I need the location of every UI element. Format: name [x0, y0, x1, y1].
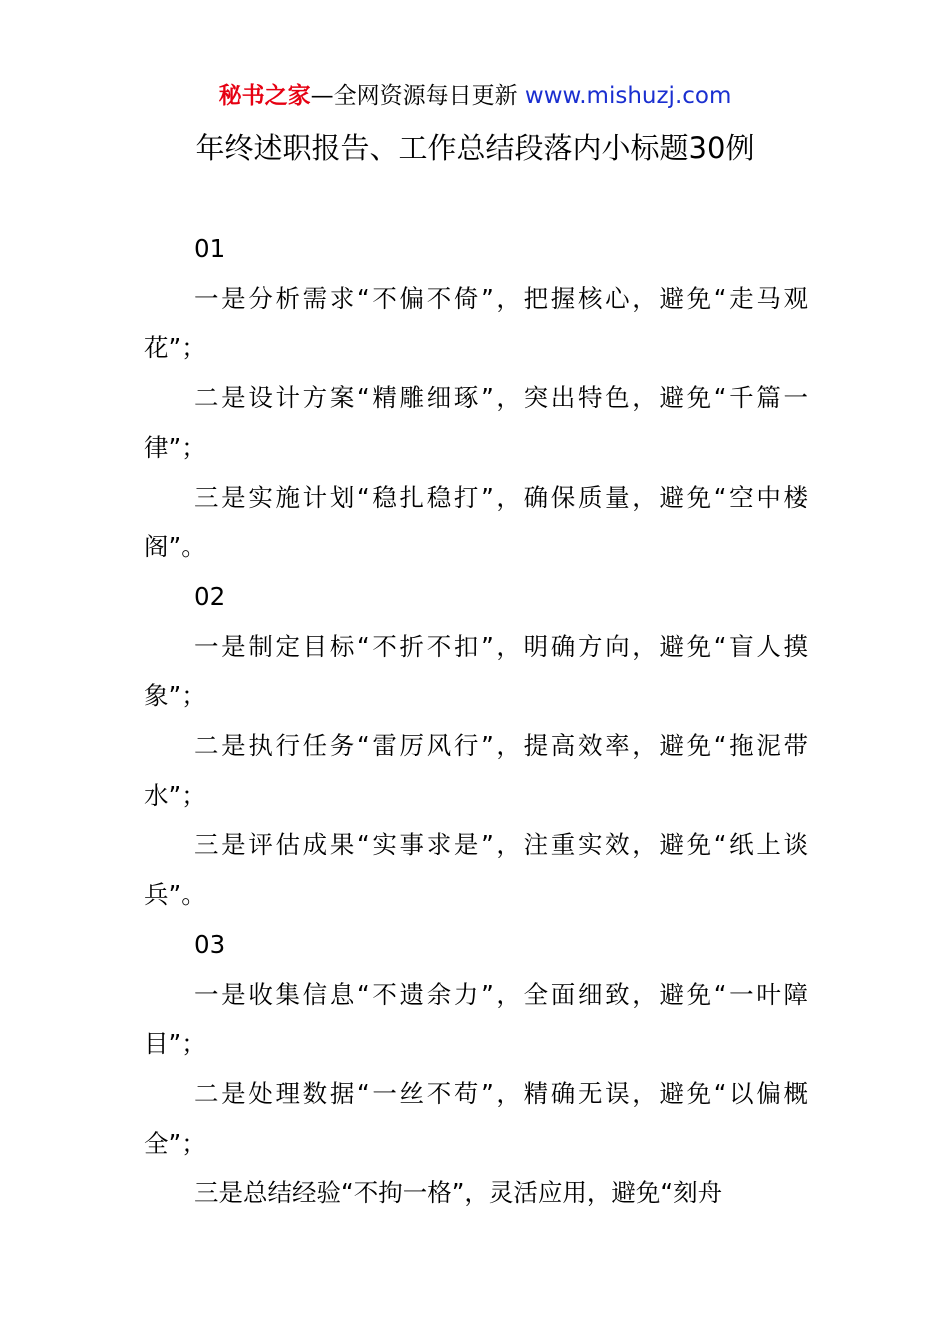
section-number: 02	[194, 581, 226, 611]
list-item: 二是设计方案“精雕细琢”，突出特色，避免“千篇一律”；	[144, 383, 808, 462]
site-tagline: —全网资源每日更新	[310, 83, 525, 109]
list-item: 一是制定目标“不折不扣”，明确方向，避免“盲人摸象”；	[144, 631, 808, 711]
site-header	[0, 80, 950, 112]
site-brand: 秘书之家	[218, 83, 311, 109]
list-item: 二是执行任务“雷厉风行”，提高效率，避免“拖泥带水”；	[144, 731, 808, 810]
document-title: 年终述职报告、工作总结段落内小标题30例	[195, 131, 755, 165]
list-item: 一是分析需求“不偏不倚”，把握核心，避免“走马观花”；	[144, 283, 808, 363]
document-body	[144, 224, 808, 1218]
list-item: 二是处理数据“一丝不苟”，精确无误，避免“以偏概全”；	[144, 1078, 808, 1158]
section-number: 03	[194, 929, 226, 959]
section-02	[144, 572, 808, 920]
section-number: 01	[194, 234, 226, 263]
list-item: 一是收集信息“不遗余力”，全面细致，避免“一叶障目”；	[144, 979, 808, 1059]
section-01	[144, 224, 808, 572]
list-item: 三是总结经验“不拘一格”，灵活应用，避免“刻舟	[194, 1178, 723, 1208]
section-03	[144, 920, 808, 1218]
site-url-link[interactable]: www.mishuzj.com	[524, 83, 732, 109]
list-item: 三是评估成果“实事求是”，注重实效，避免“纸上谈兵”。	[144, 830, 808, 910]
list-item: 三是实施计划“稳扎稳打”，确保质量，避免“空中楼阁”。	[144, 482, 808, 562]
